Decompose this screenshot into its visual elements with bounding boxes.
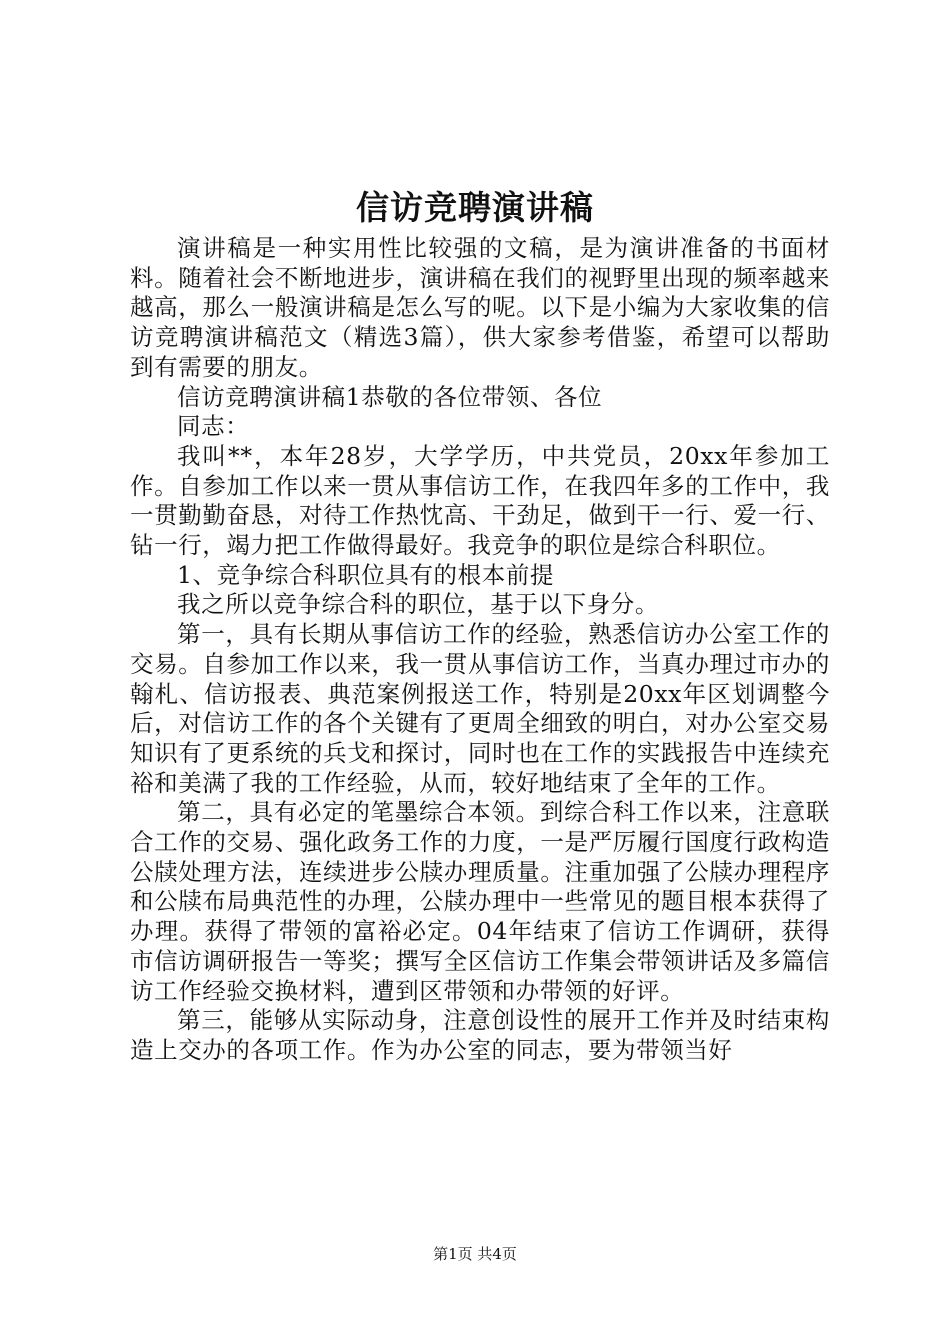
- paragraph: 第二，具有必定的笔墨综合本领。到综合科工作以来，注意联合工作的交易、强化政务工作的力度，一是严厉履行国度行政构造公牍处理方法，连续进步公牍办理质量。注重加强了公牍办理程序和公牍布局典范性的办理，公牍办理中一些常见的题目根本获得了办理。获得了带领的富裕必定。04年结束了信访工作调研，获得市信访调研报告一等奖；撰写全区信访工作集会带领讲话及多篇信访工作经验交换材料，遭到区带领和办带领的好评。: [130, 798, 830, 1005]
- paragraph: 我之所以竞争综合科的职位，基于以下身分。: [177, 590, 659, 619]
- paragraph: 我叫**，本年28岁，大学学历，中共党员，20xx年参加工作。自参加工作以来一贯从事信访工作，在我四年多的工作中，我一贯勤勤奋恳，对待工作热忱高、干劲足，做到干一行、爱一行、钻一行，竭力把工作做得最好。我竞争的职位是综合科职位。: [130, 441, 830, 560]
- paragraph: 第一，具有长期从事信访工作的经验，熟悉信访办公室工作的交易。自参加工作以来，我一贯从事信访工作，当真办理过市办的翰札、信访报表、典范案例报送工作，特别是20xx年区划调整今后，对信访工作的各个关键有了更周全细致的明白，对办公室交易知识有了更系统的兵戈和探讨，同时也在工作的实践报告中连续充裕和美满了我的工作经验，从而，较好地结束了全年的工作。: [130, 620, 830, 797]
- paragraph: 1、竞争综合科职位具有的根本前提: [177, 560, 555, 589]
- page-number-footer: 第1页 共4页: [433, 1245, 517, 1263]
- document-body: [130, 234, 830, 1066]
- paragraph: 演讲稿是一种实用性比较强的文稿，是为演讲准备的书面材料。随着社会不断地进步，演讲稿在我们的视野里出现的频率越来越高，那么一般演讲稿是怎么写的呢。以下是小编为大家收集的信访竞聘演讲稿范文（精选3篇），供大家参考借鉴，希望可以帮助到有需要的朋友。: [130, 234, 830, 381]
- paragraph: 同志：: [177, 412, 250, 441]
- document-title: 信访竞聘演讲稿: [356, 188, 594, 227]
- paragraph: 第三，能够从实际动身，注意创设性的展开工作并及时结束构造上交办的各项工作。作为办公室的同志，要为带领当好: [130, 1006, 830, 1064]
- paragraph: 信访竞聘演讲稿1恭敬的各位带领、各位: [177, 382, 603, 411]
